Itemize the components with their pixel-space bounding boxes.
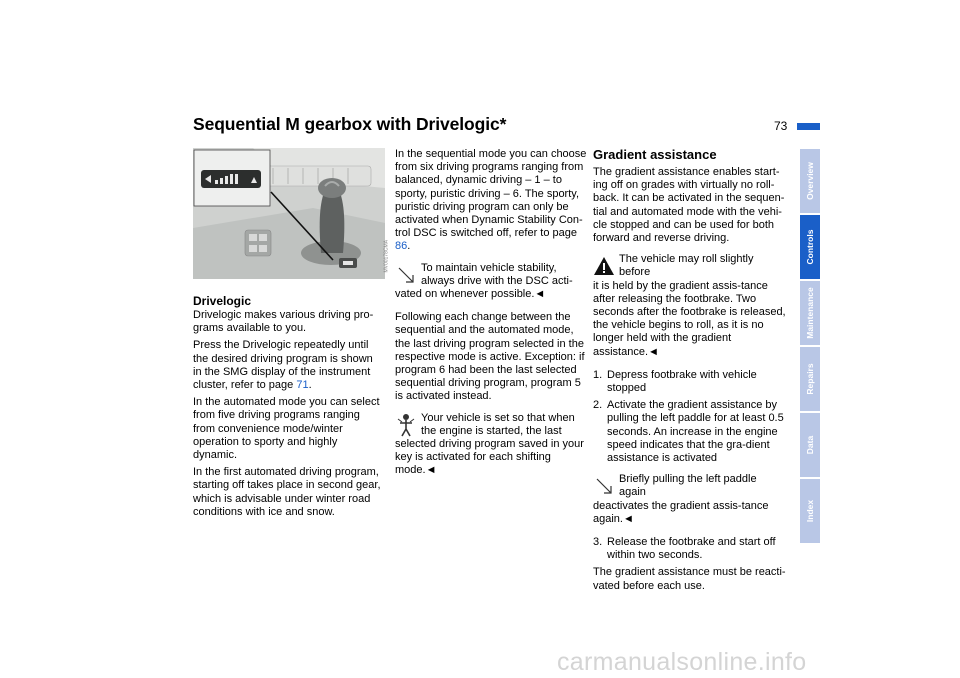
paragraph: In the first automated driving program, starting off takes place in second gear, which is advisable under winter road conditions with ice and snow. [193, 466, 381, 518]
page-number: 73 [774, 119, 788, 133]
paragraph: Following each change between the sequential and the automated mode, the last driving program selected in the respective mode is active. Exception: if program 6 had been the last selected sequential driving program, program 5 is activated instead. [395, 311, 585, 403]
note-text: always drive with the DSC acti-vated on whenever possible.◄ [395, 274, 573, 301]
step-text: Activate the gradient assistance by pulling the left paddle for at least 0.5 seconds. An increase in the engine speed indicates that the gra-dient assistance is activated [607, 399, 784, 465]
paragraph [395, 148, 587, 254]
step-item [593, 369, 786, 395]
paragraph: The gradient assistance must be reacti-vated before each use. [593, 566, 786, 592]
gear-selector-photo [193, 148, 390, 279]
drivelogic-heading: Drivelogic [193, 294, 252, 308]
step-number: 3. [593, 536, 603, 549]
tab-data[interactable] [800, 413, 820, 477]
paragraph-text: . [407, 240, 411, 253]
tab-label: Maintenance [805, 287, 815, 339]
warning-block [593, 253, 786, 359]
paragraph: Drivelogic makes various driving pro-grams available to you. [193, 309, 374, 335]
page-link[interactable]: 71 [296, 379, 309, 392]
tab-controls[interactable] [800, 215, 820, 279]
column-gradient-assistance [593, 147, 786, 597]
note-pointer-icon [395, 263, 417, 287]
paragraph-text: . [308, 379, 312, 392]
step-text: Release the footbrake and start off within two seconds. [607, 536, 776, 562]
note-text: the engine is started, the last selected driving program saved in your key is activated for each shifting mode.◄ [395, 424, 584, 477]
tab-label: Index [805, 499, 815, 523]
warning-text: it is held by the gradient assis-tance after releasing the footbrake. Two seconds after the footbrake is released, the vehicle begins to roll, as it is no longer held with the gradient assistance.◄ [593, 279, 786, 358]
page-marker-bar [797, 123, 820, 130]
image-code: MV00178CMA [384, 240, 390, 273]
note-pointer-icon [593, 474, 615, 498]
gradient-assistance-heading: Gradient assistance [593, 147, 717, 162]
tab-maintenance[interactable] [800, 281, 820, 345]
person-with-key-icon [395, 413, 417, 437]
step-text: Depress footbrake with vehicle stopped [607, 368, 757, 395]
note-text: deactivates the gradient assis-tance again.◄ [593, 499, 769, 525]
note-text-first: To maintain vehicle stability, [421, 261, 557, 274]
tab-label: Repairs [805, 363, 815, 395]
column-drivelogic [193, 294, 383, 523]
note-text-first: Your vehicle is set so that when [421, 411, 575, 424]
warning-text-first: The vehicle may roll slightly before [619, 253, 754, 279]
note-block [593, 473, 786, 526]
tab-repairs[interactable] [800, 347, 820, 411]
tab-index[interactable] [800, 479, 820, 543]
page-title: Sequential M gearbox with Drivelogic* [193, 114, 507, 134]
environment-note-block [395, 412, 587, 478]
tab-label: Data [805, 435, 815, 455]
step-number: 2. [593, 399, 603, 412]
step-number: 1. [593, 368, 603, 381]
step-item [593, 536, 786, 562]
paragraph-text: Press the Drivelogic repeatedly until the desired driving program is shown in the SMG display of the instrument cluster, refer to page [193, 339, 373, 392]
paragraph: In the automated mode you can select from five driving programs ranging from convenience mode/winter operation to sporty and highly dynamic. [193, 396, 380, 462]
paragraph: The gradient assistance enables start-ing off on grades with virtually no roll-back. It can be activated in the sequen-tial and automated mode with the vehi-cle stopped and can be used for both forward and reverse driving. [593, 166, 785, 245]
column-sequential [395, 148, 587, 488]
paragraph-text: In the sequential mode you can choose from six driving programs ranging from balanced, dynamic driving – 1 – to sporty, puristic driving – 6. The sporty, puristic driving program can only be activated when Dynamic Stability Con-trol DSC is switched off, refer to page [395, 148, 587, 240]
tab-label: Controls [805, 229, 815, 265]
tab-label: Overview [805, 162, 815, 200]
watermark: carmanualsonline.info [557, 648, 807, 676]
paragraph [193, 339, 383, 392]
step-item [593, 399, 786, 465]
gear-selector-illustration [193, 148, 385, 279]
note-block [395, 262, 587, 302]
note-text-first: Briefly pulling the left paddle again [619, 473, 757, 499]
section-tabs [800, 149, 820, 545]
warning-triangle-icon [593, 254, 615, 278]
page-link[interactable]: 86 [395, 240, 408, 253]
tab-overview[interactable] [800, 149, 820, 213]
